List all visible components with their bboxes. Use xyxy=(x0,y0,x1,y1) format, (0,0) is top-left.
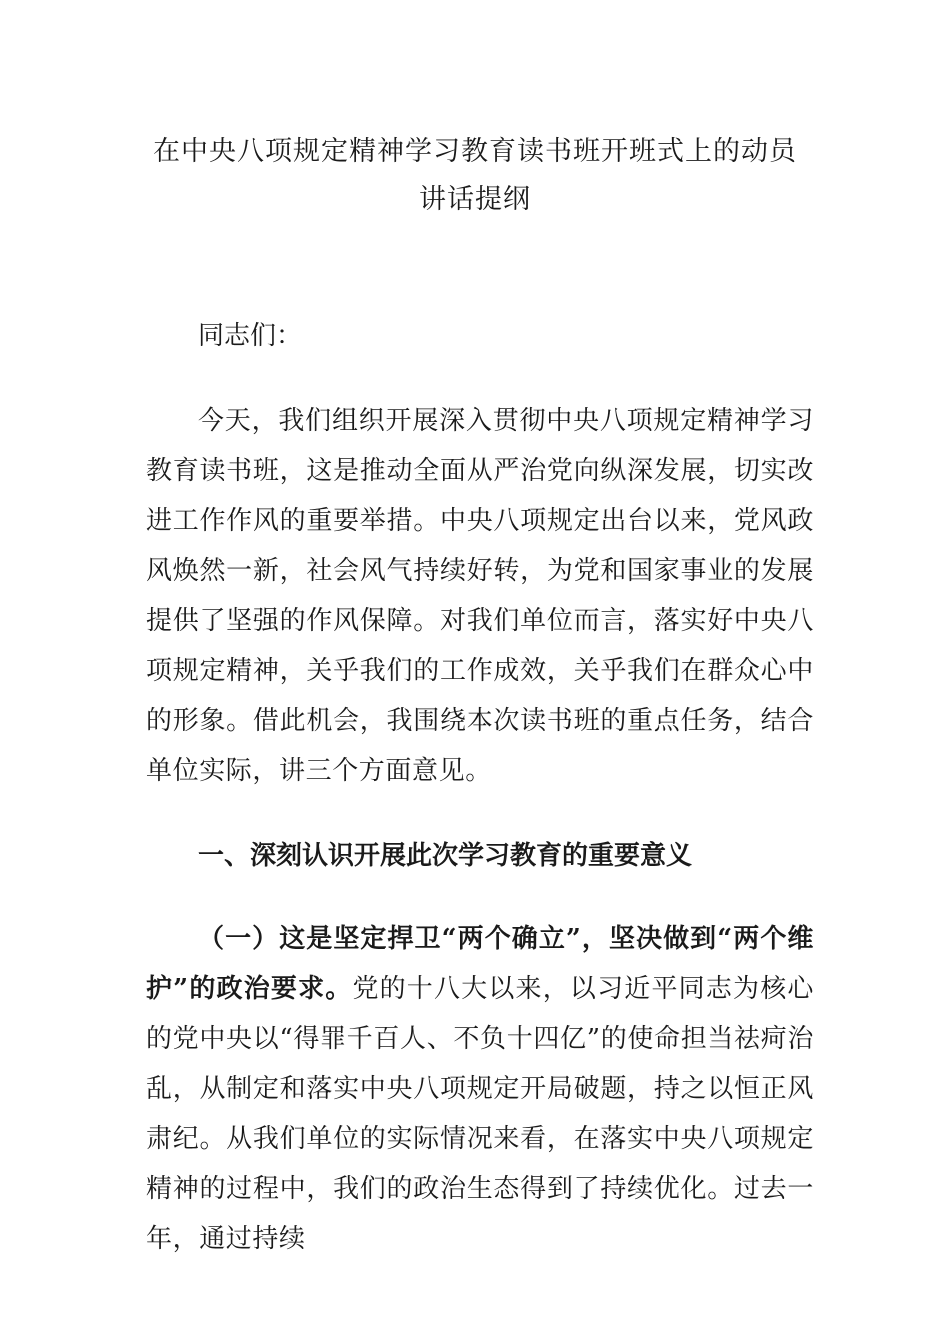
subsection-paragraph-1 xyxy=(146,914,814,1264)
subsection-lead: （一）这是坚定捍卫“两个确立”，坚决做到“两个维护”的政治要求。 xyxy=(146,924,814,1004)
salutation: 同志们： xyxy=(198,321,303,351)
subsection-body: 党的十八大以来，以习近平同志为核心的党中央以“得罪千百人、不负十四亿”的使命担当祛疴治乱，从制定和落实中央八项规定开局破题，持之以恒正风肃纪。从我们单位的实际情况来看，在落实中央八项规定精神的过程中，我们的政治生态得到了持续优化。过去一年，通过持续 xyxy=(146,974,814,1254)
section-heading-1: 一、深刻认识开展此次学习教育的重要意义 xyxy=(198,841,693,871)
document-title: 在中央八项规定精神学习教育读书班开班式上的动员讲话提纲 xyxy=(153,136,797,215)
intro-paragraph: 今天，我们组织开展深入贯彻中央八项规定精神学习教育读书班，这是推动全面从严治党向纵深发展，切实改进工作作风的重要举措。中央八项规定出台以来，党风政风焕然一新，社会风气持续好转，为党和国家事业的发展提供了坚强的作风保障。对我们单位而言，落实好中央八项规定精神，关乎我们的工作成效，关乎我们在群众心中的形象。借此机会，我围绕本次读书班的重点任务，结合单位实际，讲三个方面意见。 xyxy=(146,406,814,786)
